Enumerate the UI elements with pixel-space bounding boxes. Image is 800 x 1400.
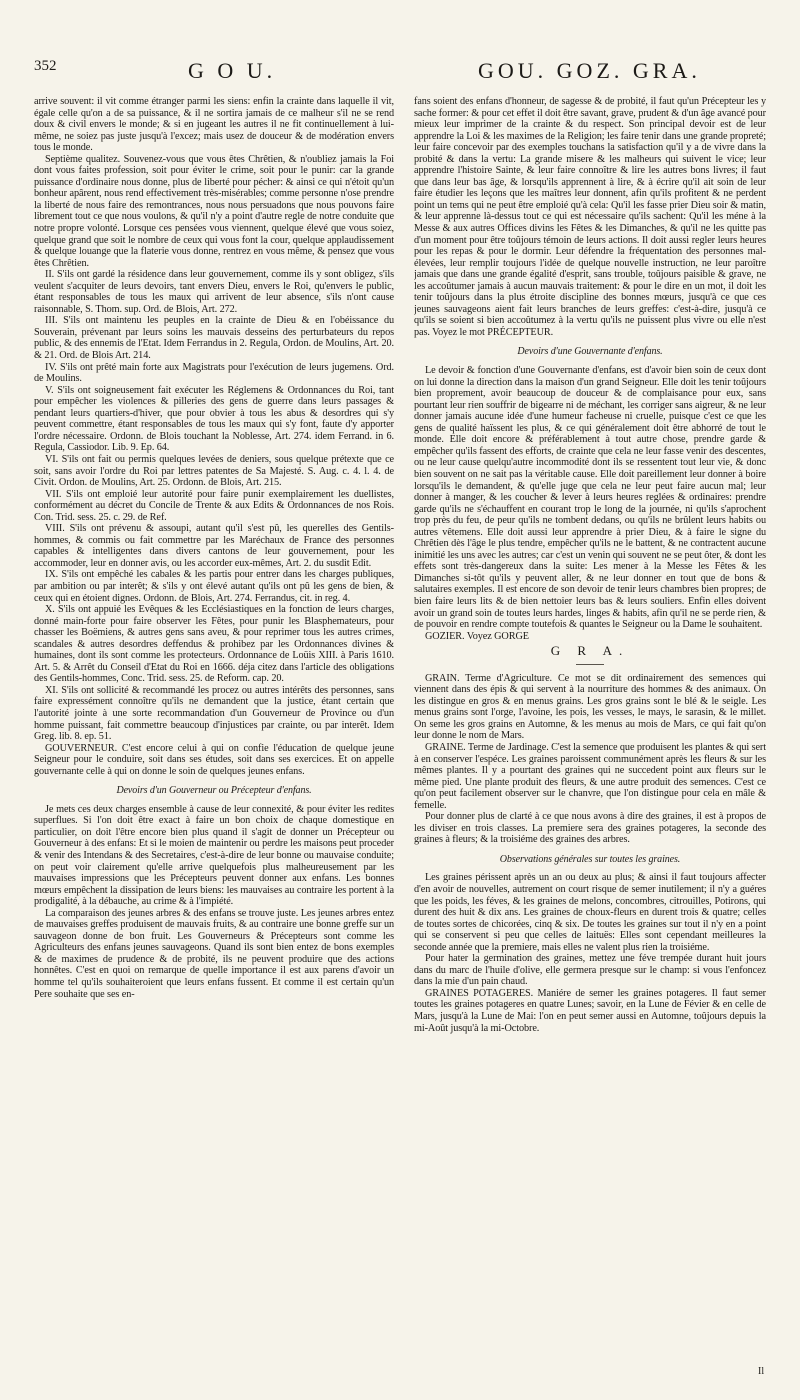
paragraph: Je mets ces deux charges ensemble à cause de leur connexité, & pour éviter les redites superflues. Si l'on doit être exact à faire un bon choix de chaque domestique en particulier, on doit l'être encore bien plus quand il s'agit de donner un Précepteur ou Gouverneur à des enfans: Et si le moien de maintenir ou perdre les maisons peut proceder & venir des Intendans & des Secretaires, c'est-à-dire de leur bonne ou mauvaise conduite; on peut voir clairement qu'elle arrive quelquefois plus malheureusement par les mauvaises impressions que les Précepteurs peuvent donner aux enfans. Les bonnes mœurs empêchent la dissipation de leurs biens: les mauvaises au contraire les portent à la prodigalité, à la débauche, au crime & à l'impiété. [34, 803, 394, 908]
paragraph: arrive souvent: il vit comme étranger parmi les siens: enfin la crainte dans laquelle il vit, égale celle qu'on a de sa puissance, & il ne sortira jamais de ce malheur s'il ne se rend doux & civil envers le monde; & si en jugeant les autres il ne fit continuellement à lui-même, ne soiez pas juste jusqu'à l'excez; mais usez de douceur & de modération envers tous le monde. [34, 96, 394, 154]
page-header [0, 58, 800, 88]
paragraph: V. S'ils ont soigneusement fait exécuter les Réglemens & Ordonnances du Roi, tant pour empêcher les violences & pilleries des gens de guerre dans leurs passages & pendant leurs quartiers-d'hiver, que pour obvier à tous les abus & desordres qui s'y peuvent commettre, étant responsables de tous les maux qui s'y font, faute d'y apporter l'ordre nécessaire. Ordonn. de Blois touchant la Noblesse, Art. 274. idem Ferrand. in 6. Regula, Cassiodor. Lib. 9. Ep. 64. [34, 384, 394, 454]
left-column [34, 96, 394, 1378]
section-subheading: Observations générales sur toutes les graines. [499, 853, 681, 865]
section-subheading: Devoirs d'une Gouvernante d'enfans. [517, 346, 663, 358]
paragraph: La comparaison des jeunes arbres & des enfans se trouve juste. Les jeunes arbres entez de mauvaises greffes produisent de mauvais fruits, & au contraire une bonne greffe sur un sauvageon donne de bon fruit. Les Gouverneurs & Précepteurs sont comme les Agriculteurs des enfans jeunes sauvageons. Quand ils sont bien entez de bons exemples & de maximes de prudence & de probité, ils ne peuvent produire que des actions honnêtes. C'est en quoi on remarque de quelle importance il est aux parens d'avoir un homme tel qu'ils souhaiteroient que leurs enfans fussent. Et comme il est certain qu'un Pere souhaite que ses en- [34, 907, 394, 1000]
entry-gozier: GOZIER. Voyez GORGE [425, 630, 529, 642]
paragraph: XI. S'ils ont sollicité & recommandé les procez ou autres intérêts des personnes, sans faire expressément connoître qu'ils ne demandent que la justice, étant certain que l'autorité jointe à une sorte recommandation d'un Gouverneur de Province ou d'un homme puissant, fait commettre beaucoup d'injustices par crainte, ou par interêt. Idem Greg. lib. 8. ep. 51. [34, 684, 394, 743]
paragraph: VII. S'ils ont emploié leur autorité pour faire punir exemplairement les duellistes, conformément au décret du Concile de Trente & aux Edits & Ordonnances de nos Rois. Con. Trid. sess. 25. c. 29. de Ref. [34, 488, 394, 523]
paragraph: Le devoir & fonction d'une Gouvernante d'enfans, est d'avoir bien soin de ceux dont on lui donne la direction dans la maison d'un grand Seigneur. Elle doit les tenir toûjours bien proprement, avoir beaucoup de douceur & de complaisance pour eux, sans pourtant leur rien souffrir de bigearre ni de méchant, les corriger sans aigreur, & ne leur donner jamais aucune idée d'une humeur facheuse ni cruelle, puisque c'est ce que les gens de qualité haïssent les plus, & ce qui généralement doit être abhorré de tout le monde. Elle doit encore & préférablement à tout autre chose, prendre garde & empêcher qu'ils fassent des efforts, de crainte que cela ne leur fasse venir des descentes, ou ne leur cause quelqu'autre incommodité dont ils se ressentent tout leur vie, & donc bien souvent on ne sait pas la véritable cause. Elle doit pareillement leur donner à boire lorsqu'ils le demandent, & qu'elle juge que cela ne leur peut faire aucun mal; leur donner à manger, & les coucher & lever à leurs heures reglées & ordinaires: prendre garde qu'ils ne s'échauffent en courant trop le long de la journée, ni qu'ils s'aprochent trop près du feu, de peur qu'ils ne tombent dedans, ou qu'ils ne brûlent leurs habits ou autres vêtemens. Elle doit aussi leur apprendre à prier Dieu, & à faire le signe du Chrêtien dès l'âge le plus tendre, empêcher qu'ils ne le battent, & ne contractent aucune inimitié les uns avec les autres; car c'est un venin qui souvent ne se peut ôter, & dont les effets sont très-dangereux dans la suite: Les mener à la Messe les Fêtes & les Dimanches si-tôt qu'ils y peuvent aller, & ne leur donner en tout que de bons & salutaires exemples. Il est encore de son devoir de tenir leurs chambres bien propres; de bien faire leurs lits & de bien nettoier leurs bas & leurs souliers. Enfin elles doivent avoir un grand soin de toutes leurs hardes, linges & habits, afin qu'il ne se perde rien, & de pouvoir en rendre compte toutefois & quantes le Seigneur ou la Dame le souhaitent. [414, 365, 766, 631]
paragraph: IV. S'ils ont prêté main forte aux Magistrats pour l'exécution de leurs jugemens. Ord. de Moulins. [34, 361, 394, 385]
paragraph: Les graines périssent après un an ou deux au plus; & ainsi il faut toujours affecter d'en avoir de nouvelles, autrement on court risque de semer inutilement; il n'y a guéres que les poids, les féves, & les graines de melons, concombres, citrouilles, Potirons, qui durent des huit & dix ans. Les graines de choux-fleurs en durent trois & quatre; celles de toutes sortes de chicorées, cinq & six. De toutes les graines sur tout il n'y en a point qui se conservent si peu que celles de laituës: Elles sont cependant meilleures la seconde année que la premiere, mais elles ne valent plus rien la troisiéme. [414, 872, 766, 953]
paragraph: VIII. S'ils ont prévenu & assoupi, autant qu'il s'est pû, les querelles des Gentils-hommes, & commis ou fait commettre par les Maréchaux de France des personnes capables & intelligentes dans divers cantons de leur gouvernement, pour les accommoder, leur en donner avis, ou les accorder eux-mêmes, Art. 2. du susdit Edit. [34, 523, 394, 569]
entry-gouverneur: GOUVERNEUR. C'est encore celui à qui on confie l'éducation de quelque jeune Seigneur pour le conduire, soit dans ses études, soit dans ses exercices. Et on appelle gouvernante celle à qui on donne le soin de quelques jeunes enfans. [34, 742, 394, 777]
entry-graines-potageres: GRAINES POTAGERES. Maniére de semer les graines potageres. Il faut semer toutes les graines potageres en quatre Lunes; savoir, en la Lune de Févier & en celle de Mars, jusqu'à la Lune de Mai: l'on en peut semer aussi en Automne, toûjours depuis la mi-Août jusqu'à la mi-Octobre. [414, 987, 766, 1034]
running-head-right: GOU. GOZ. GRA. [478, 58, 701, 83]
paragraph: IX. S'ils ont empêché les cabales & les partis pour entrer dans les charges publiques, par ambition ou par interêt; & s'ils y ont élevé autant qu'ils ont pû les gens de bien, & ceux qui en étoient dignes. Ordonn. de Blois, Art. 274. Ferrandus, cit. in reg. 4. [34, 569, 394, 604]
paragraph: Pour donner plus de clarté à ce que nous avons à dire des graines, il est à propos de les diviser en trois classes. La premiere sera des graines potageres, la seconde des graines à fleurs; & la troisiéme des graines des arbres. [414, 811, 766, 846]
page-number: 352 [34, 58, 57, 74]
section-title: G R A. [550, 643, 630, 659]
catchword: Il [758, 1366, 765, 1377]
section-subheading: Devoirs d'un Gouverneur ou Précepteur d'enfans. [116, 785, 312, 797]
running-head-left: G O U. [188, 58, 277, 83]
paragraph: Pour hater la germination des graines, mettez une féve trempée durant huit jours dans du marc de l'huile d'olive, elle germera presque sur le champ: si vous l'enfoncez dans la mie d'un pain chaud. [414, 953, 766, 988]
paragraph: Septième qualitez. Souvenez-vous que vous êtes Chrêtien, & n'oubliez jamais la Foi dont vous faites profession, soit pour éviter le crime, soit pour le punir: car la grande puissance d'ordinaire nous donne, plus de liberté pour pécher: & ainsi ce qui n'étoit qu'un bonheur apârent, nous rend effectivement très-misérables; comme personne n'ose prendre la liberté de nous faire des remontrances, nous nous persuadons que nous pouvons faire librement tout ce que nous voulons, & qu'il n'y a point d'autre regle de notre conduite que notre propre volonté. Lorsque ces pensées vous viennent, quelque élevé que vous soiez, quelque grand que soit le nombre de ceux qui vous font la cour, quelque applaudissement & quelque louange que la flaterie vous donne, rentrez en vous même, & pensez que vous êtes Chrêtien. [34, 153, 394, 269]
right-column [414, 96, 766, 1378]
paragraph: VI. S'ils ont fait ou permis quelques levées de deniers, sous quelque prétexte que ce soit, sans avoir l'ordre du Roi par lettres patentes de Sa Majesté. S. Aug. c. 4. l. 4. de Civit. Ordon. de Moulins, Art. 25. Ordonn. de Blois, Art. 215. [34, 453, 394, 489]
divider [576, 664, 604, 665]
paragraph: X. S'ils ont appuié les Evêques & les Ecclésiastiques en la fonction de leurs charges, donné main-forte pour faire observer les Fêtes, pour punir les Blasphemateurs, pour chasser les Boëmiens, & autres gens sans aveu, & pour reprimer tous les autres crimes, scandales & autres desordres deffendus & prohibez par les Ordonnances divines & humaines, dont ils sont comme les protecteurs. Ordonnance de Loüis XIII. à Paris 1610. Art. 5. & Arrêt du Conseil d'Etat du Roi en 1666. déja citez dans l'article des obligations des Gentils-hommes, Conc. Trid. sess. 25. de Reform. cap. 20. [34, 604, 394, 685]
entry-grain: GRAIN. Terme d'Agriculture. Ce mot se dit ordinairement des semences qui viennent dans des épis & qui servent à la nourriture des hommes & des animaux. On les distingue en gros & en menus grains. Les gros grains sont le blé & le seigle. Les menus grains sont l'orge, l'avoine, les pois, les vesses, le mays, le sarasin, & le millet. On seme les gros grains en Automne, & les menus au mois de Mars, ce qui fait qu'on leur donne le nom de Mars. [414, 672, 766, 742]
entry-graine: GRAINE. Terme de Jardinage. C'est la semence que produisent les plantes & qui sert à en conserver l'espéce. Les graines paroissent communément après les fleurs & sur les mêmes plantes. Il y a pourtant des graines qui ne succedent point aux fleurs sur le même pied. Une plante produit des fleurs, & une autre produit des semences. C'est ce qu'on peut facilement observer sur le chanvre, que l'on distingue pour cela en mâle & femelle. [414, 741, 766, 811]
paragraph: II. S'ils ont gardé la résidence dans leur gouvernement, comme ils y sont obligez, s'ils veulent s'acquiter de leurs devoirs, tant envers Dieu, envers le Roi, qu'envers le public, étant responsables de tous les maux qui arrivent de leur absence, s'ils n'ont cause raisonnable, S. Thom. sup. Ord. de Blois, Art. 272. [34, 269, 394, 315]
paragraph: III. S'ils ont maintenu les peuples en la crainte de Dieu & en l'obéissance du Souverain, prévenant par leurs soins les mauvais desseins des perturbateurs du repos public, & des ennemis de l'Etat. Idem Ferrandus in 2. Regula, Ordon. de Moulins, Art. 20. & 21. Ord. de Blois Art. 214. [34, 315, 394, 362]
paragraph: fans soient des enfans d'honneur, de sagesse & de probité, il faut qu'un Précepteur les y sache former: & pour cet effet il doit être savant, grave, prudent & d'un âge avancé pour mieux leur imprimer de la crainte & du respect. Son principal devoir est de leur apprendre la Loi & les maximes de la Religion; les faire tenir dans une grande propreté; leur faire concevoir par des exemples touchans la satisfaction qu'il y a de vivre dans la probité & dans la vertu: La grande misere & les malheurs qui suivent le vice; leur apprendre l'histoire Sainte, & leur faire connoître & lire les autres bons livres; il faut que dans leur bas âge, & lorsqu'ils apprennent à lire, & à écrire qu'il ait soin de leur faire étudier les leçons que les maîtres leur donnent, afin qu'ils profitent & ne perdent point un tems qui ne peut être emploié qu'à cela: Qu'il les fasse prier Dieu soir & matin, & leur apprenne là-dessus tout ce qui est nécessaire qu'ils sachent: Qu'il les méne à la Messe & aux autres Offices divins les Fêtes & les Dimanches, & qu'il ne les quitte pas d'un moment pour être toûjours témoin de leurs actions. Il doit aussi regler leurs heures pour les repas & pour le dormir. Leur défendre la fréquentation des personnes mal-élevées, leur remplir toujours l'idée de quelque nouvelle instruction, ne leur paroître jamais que dans une grande égalité d'esprit, sans trouble, toûjours paisible & grave, ne les accoûtumer jamais à aucun mauvais traitement: & pour le dire en un mot, il doit les tenir toûjours dans la plus étroite discipline des bonnes mœurs, jusqu'à ce que ces jeunes sauvageons aient fait leurs branches de leurs greffes: c'est-à-dire, jusqu'à ce qu'ils se soient si bien accoûtumez à la vertu qu'ils ne puissent plus vivre ou elle n'est pas. Voyez le mot PRÉCEPTEUR. [414, 96, 766, 338]
